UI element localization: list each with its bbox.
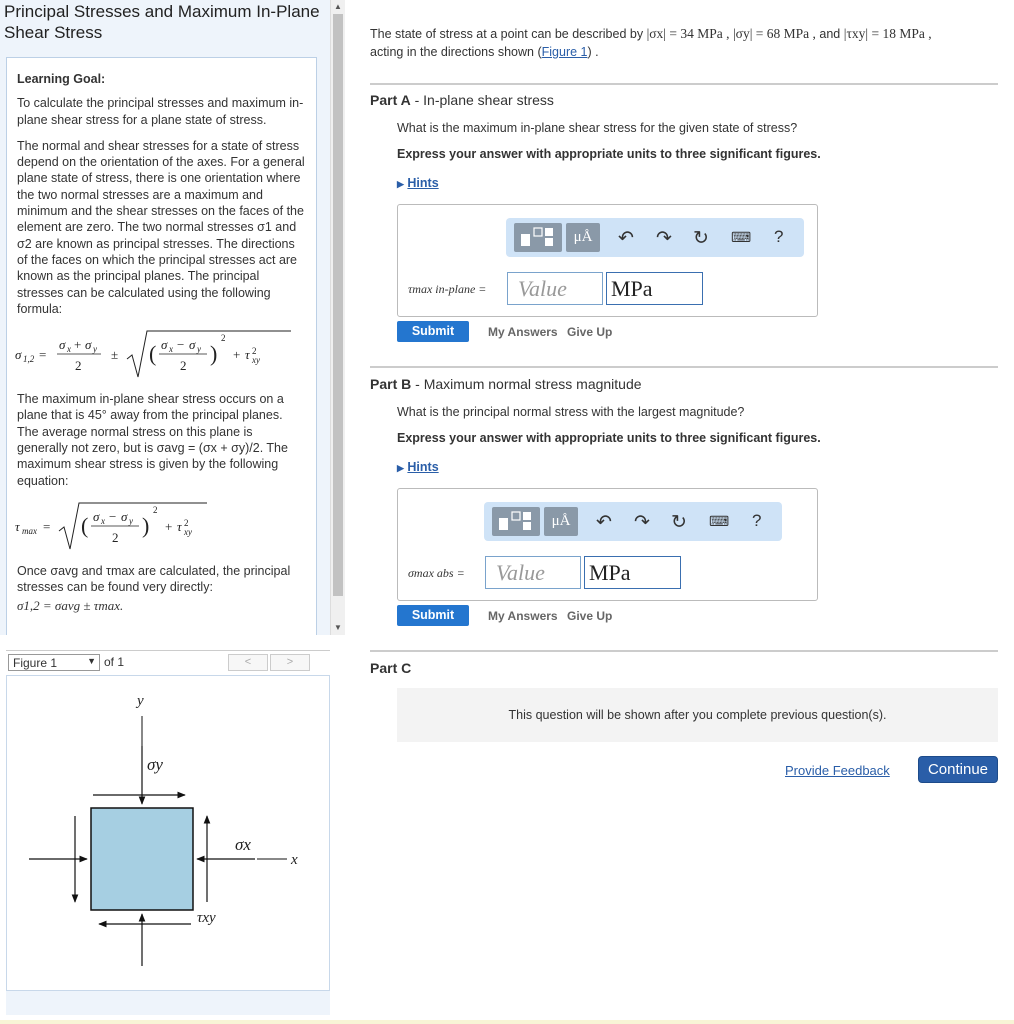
left-scrollbar[interactable]: [330, 0, 345, 635]
page-title: Principal Stresses and Maximum In-Plane Shear Stress: [4, 2, 320, 42]
keyboard-icon[interactable]: ⌨: [709, 513, 730, 529]
part-b-instruction: Express your answer with appropriate units to three significant figures.: [397, 431, 821, 445]
svg-text:2: 2: [221, 333, 226, 344]
part-c-title: Part C: [370, 660, 412, 676]
figure-select[interactable]: Figure 1 ▼: [8, 654, 100, 671]
figure-frame: [6, 675, 330, 1015]
undo-icon[interactable]: ↶: [596, 512, 612, 533]
part-a-value-input[interactable]: Value: [507, 272, 603, 305]
part-c-locked-box: This question will be shown after you complete previous question(s).: [397, 688, 998, 742]
part-a-hints-link[interactable]: ▶ Hints: [397, 176, 439, 190]
svg-text:2: 2: [252, 346, 257, 357]
stress-element: [91, 808, 193, 910]
divider: [370, 83, 998, 85]
keyboard-icon[interactable]: ⌨: [731, 229, 752, 245]
learning-goal-box: [6, 57, 317, 635]
x-axis-label: x: [291, 852, 298, 868]
goal-heading: Learning Goal:: [17, 72, 106, 86]
svg-text:σ: σ: [59, 337, 66, 353]
part-b-question: What is the principal normal stress with the largest magnitude?: [397, 405, 745, 419]
scroll-thumb[interactable]: [333, 14, 343, 596]
continue-button[interactable]: Continue: [918, 756, 998, 783]
svg-text:σ: σ: [121, 508, 128, 524]
svg-text:2: 2: [184, 517, 189, 528]
undo-icon[interactable]: ↶: [618, 228, 634, 249]
part-b-submit-button[interactable]: Submit: [397, 605, 469, 626]
sigma-y-given: |σy| = 68 MPa ,: [732, 26, 816, 41]
svg-text:(: (: [81, 512, 89, 538]
reset-icon[interactable]: ↻: [693, 228, 709, 249]
part-a-answer-box: [397, 204, 818, 317]
figure-count: of 1: [104, 655, 125, 669]
svg-text:±: ±: [111, 347, 119, 363]
units-button[interactable]: μÅ: [544, 507, 578, 536]
svg-text:2: 2: [180, 358, 187, 374]
part-a-submit-button[interactable]: Submit: [397, 321, 469, 342]
svg-text:1,2: 1,2: [23, 354, 35, 365]
figure-footer: [6, 990, 330, 1015]
units-button[interactable]: μÅ: [566, 223, 600, 252]
part-a-title: Part A - In-plane shear stress: [370, 92, 554, 108]
svg-text:(: (: [149, 341, 157, 367]
svg-text:σ: σ: [161, 337, 168, 353]
figure-toolbar: [6, 650, 330, 673]
svg-text:−: −: [109, 508, 117, 524]
max-shear-formula: [15, 497, 306, 559]
svg-text:τ: τ: [177, 518, 182, 534]
sigma-x-label: σx: [235, 835, 251, 854]
svg-text:): ): [210, 341, 218, 367]
part-a-unit-input[interactable]: MPa: [606, 272, 703, 305]
part-b-hints-link[interactable]: ▶ Hints: [397, 460, 439, 474]
caret-down-icon: ▼: [87, 656, 96, 666]
part-a-question: What is the maximum in-plane shear stress for the given state of stress?: [397, 121, 798, 135]
help-icon[interactable]: ?: [774, 227, 784, 246]
figure-prev-button[interactable]: <: [228, 654, 268, 671]
redo-icon[interactable]: ↷: [634, 512, 650, 533]
redo-icon[interactable]: ↷: [656, 228, 672, 249]
part-b-give-up[interactable]: Give Up: [567, 609, 613, 623]
scroll-up-icon[interactable]: ▲: [334, 2, 342, 11]
svg-text:y: y: [93, 344, 97, 355]
svg-text:2: 2: [112, 529, 119, 545]
scroll-down-icon[interactable]: ▼: [334, 623, 342, 632]
svg-text:=: =: [43, 518, 51, 534]
principal-direct-equation: σ1,2 = σavg ± τmax.: [17, 597, 124, 613]
y-axis-label: y: [137, 693, 144, 709]
part-b-variable-label: σmax abs =: [408, 566, 465, 580]
part-a-toolbar: [506, 218, 804, 257]
part-b-my-answers[interactable]: My Answers: [488, 609, 558, 623]
part-b-toolbar: [484, 502, 782, 541]
triangle-right-icon: ▶: [397, 463, 404, 473]
svg-text:xy: xy: [184, 526, 192, 537]
left-panel: [0, 0, 345, 1024]
svg-text:σ: σ: [85, 337, 92, 353]
templates-button[interactable]: [514, 223, 562, 252]
svg-text:−: −: [177, 337, 185, 353]
figure-next-button[interactable]: >: [270, 654, 310, 671]
svg-text:+: +: [74, 337, 82, 353]
help-icon[interactable]: ?: [752, 511, 762, 530]
svg-text:σ: σ: [189, 337, 196, 353]
part-a-variable-label: τmax in-plane =: [408, 282, 487, 296]
part-a-my-answers[interactable]: My Answers: [488, 325, 558, 339]
bottom-strip: [0, 1020, 1014, 1024]
svg-text:x: x: [101, 515, 105, 526]
svg-text:τ: τ: [245, 347, 250, 363]
divider: [370, 650, 998, 652]
svg-text:y: y: [197, 344, 201, 355]
sigma-y-label: σy: [147, 755, 163, 774]
goal-text: To calculate the principal stresses and maximum in-plane shear stress for a plane state of stress.: [17, 96, 304, 127]
part-b-unit-input[interactable]: MPa: [584, 556, 681, 589]
svg-text:2: 2: [153, 504, 158, 515]
svg-text:max: max: [22, 525, 37, 536]
problem-statement: The state of stress at a point can be described by |σx| = 34 MPa , |σy| = 68 MPa , and |τxy| = 18 MPa , acting in the directions shown (Figure 1) .: [370, 26, 932, 59]
principal-direct-paragraph: Once σavg and τmax are calculated, the principal stresses can be found very directly:: [17, 563, 291, 595]
svg-text:τ: τ: [15, 518, 20, 534]
part-a-instruction: Express your answer with appropriate units to three significant figures.: [397, 147, 821, 161]
svg-text:): ): [142, 512, 150, 538]
tau-xy-given: |τxy| = 18 MPa ,: [843, 26, 932, 41]
templates-button[interactable]: [492, 507, 540, 536]
max-shear-paragraph: The maximum in-plane shear stress occurs on a plane that is 45° away from the principal planes. The average normal stress on this plane is generally not zero, but is σavg = (σx + σy)/2. The maximum shear stress is given by the following equation:: [17, 392, 288, 488]
part-b-answer-box: [397, 488, 818, 601]
svg-text:σ: σ: [15, 347, 22, 363]
svg-text:x: x: [169, 344, 173, 355]
svg-text:+: +: [165, 518, 173, 534]
reset-icon[interactable]: ↻: [671, 512, 687, 533]
part-b-value-input[interactable]: Value: [485, 556, 581, 589]
svg-text:2: 2: [75, 358, 82, 374]
sigma-x-given: |σx| = 34 MPa ,: [646, 26, 730, 41]
right-panel: [345, 0, 1014, 1024]
learning-goal-panel[interactable]: [0, 0, 330, 635]
intro-paragraph: The normal and shear stresses for a state of stress depend on the orientation of the axes. For a general plane state of stress, there is one orientation where the two normal stresses are a maximum and minimum and the shear stresses on the faces of the element are zero. The two normal stresses σ1 and σ2 are known as principal stresses. The directions of the faces on which the principal stresses act are known as the principal planes. The principal stresses can be calculated using the following formula:: [17, 138, 305, 316]
provide-feedback-link[interactable]: Provide Feedback: [785, 763, 890, 778]
svg-text:xy: xy: [252, 355, 260, 366]
divider: [370, 366, 998, 368]
svg-text:y: y: [129, 515, 133, 526]
part-a-give-up[interactable]: Give Up: [567, 325, 613, 339]
svg-text:+: +: [233, 347, 241, 363]
tau-xy-label: τxy: [197, 910, 216, 926]
principal-stress-formula: [15, 325, 306, 387]
stress-element-diagram: [7, 676, 329, 996]
figure-link[interactable]: Figure 1: [541, 45, 588, 59]
svg-text:σ: σ: [93, 508, 100, 524]
svg-text:=: =: [39, 347, 47, 363]
svg-text:x: x: [67, 344, 71, 355]
triangle-right-icon: ▶: [397, 179, 404, 189]
part-b-title: Part B - Maximum normal stress magnitude: [370, 376, 642, 392]
